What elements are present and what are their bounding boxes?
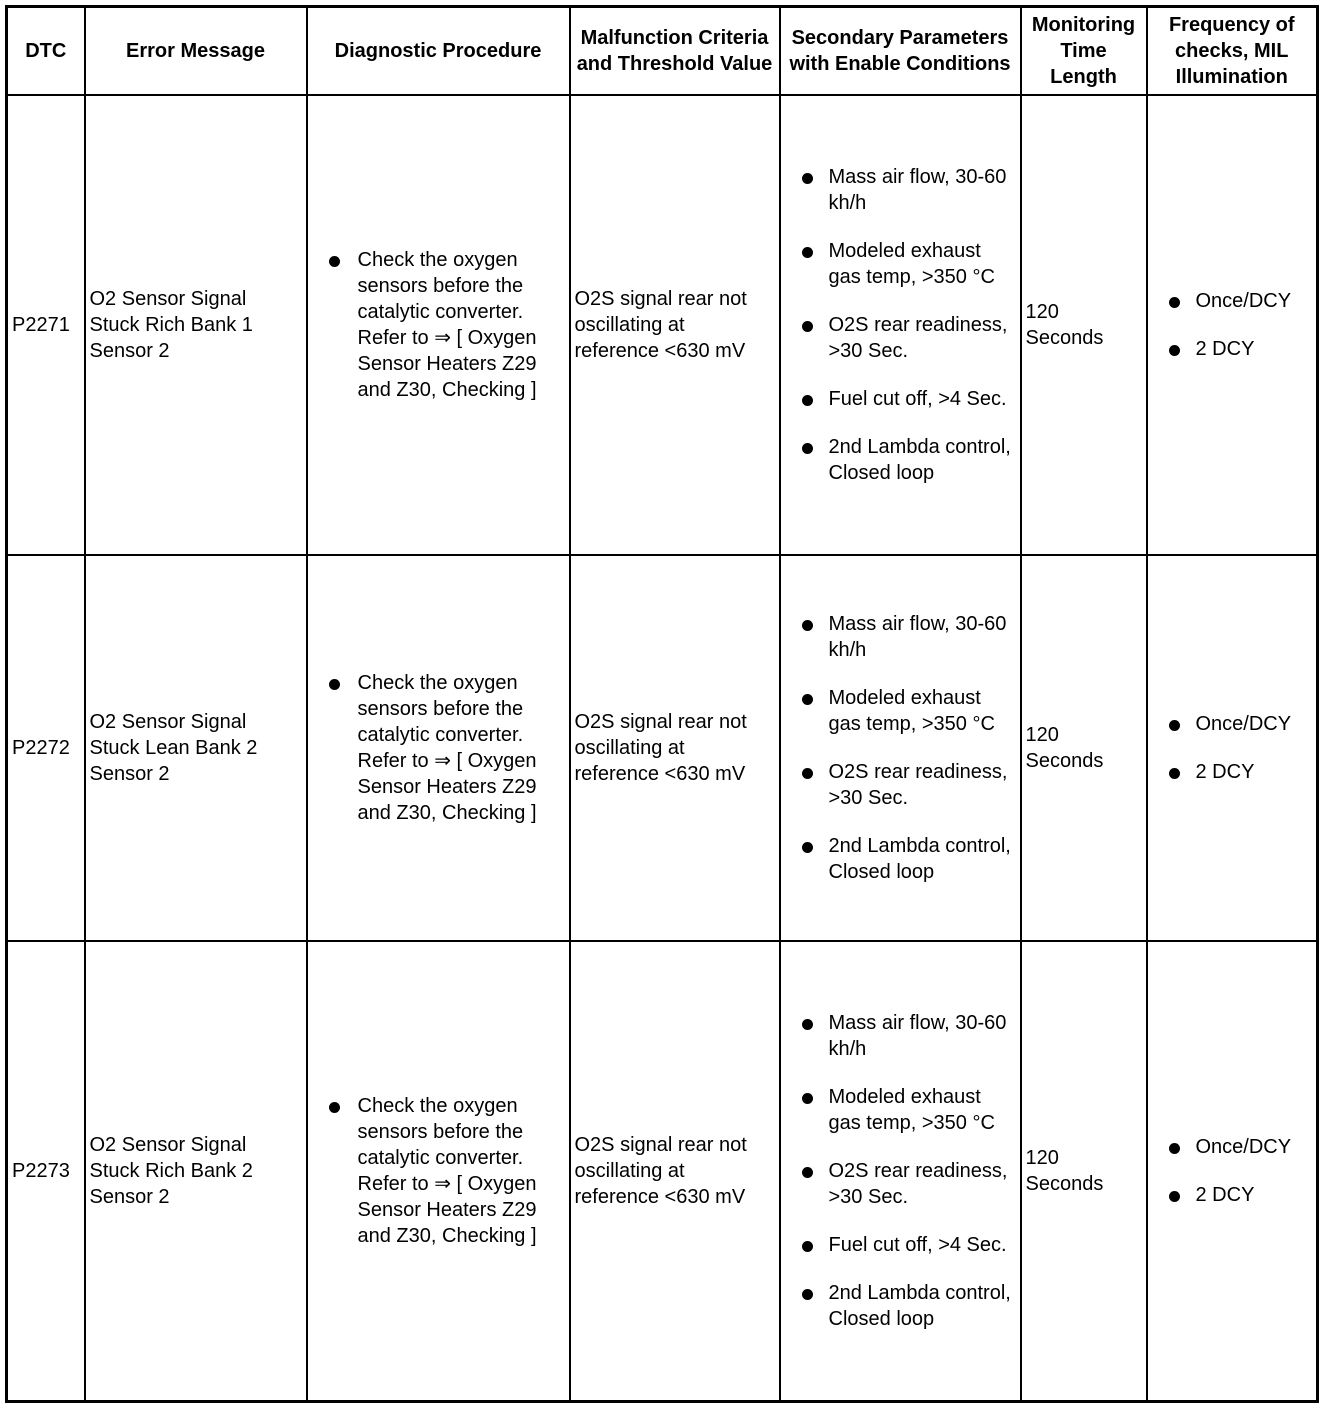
secondary-parameters <box>780 555 1021 941</box>
procedure-item <box>312 247 565 403</box>
secondary-item <box>785 238 1016 290</box>
procedure-text: Check the oxygen sensors before the catalytic converter. Refer to ⇒ [ Oxygen Sensor Heaters Z29 and Z30, Checking ] <box>357 671 537 824</box>
monitoring-time: 120 Seconds <box>1021 941 1147 1402</box>
bullet-icon <box>329 679 340 690</box>
header-monitoring-time: Monitoring Time Length <box>1021 7 1147 96</box>
bullet-icon <box>1169 1143 1180 1154</box>
header-diagnostic-procedure: Diagnostic Procedure <box>307 7 570 96</box>
frequency-text: Once/DCY <box>1195 712 1292 735</box>
frequency-item <box>1152 759 1313 785</box>
dtc-code: P2272 <box>7 555 85 941</box>
frequency <box>1147 95 1318 555</box>
secondary-parameters <box>780 95 1021 555</box>
secondary-item <box>785 1010 1016 1062</box>
header-secondary-parameters: Secondary Parameters with Enable Conditions <box>780 7 1021 96</box>
frequency-item <box>1152 1134 1313 1160</box>
frequency-item <box>1152 288 1313 314</box>
monitoring-time: 120 Seconds <box>1021 555 1147 941</box>
bullet-icon <box>1169 297 1180 308</box>
secondary-text: O2S rear readiness, >30 Sec. <box>828 1159 1008 1208</box>
secondary-text: O2S rear readiness, >30 Sec. <box>828 760 1008 809</box>
bullet-icon <box>802 842 813 853</box>
dtc-code: P2271 <box>7 95 85 555</box>
bullet-icon <box>802 1241 813 1252</box>
error-message: O2 Sensor Signal Stuck Rich Bank 1 Sensor 2 <box>85 95 307 555</box>
header-malfunction-criteria: Malfunction Criteria and Threshold Value <box>570 7 780 96</box>
bullet-icon <box>802 1289 813 1300</box>
dtc-code: P2273 <box>7 941 85 1402</box>
frequency-text: 2 DCY <box>1195 338 1255 361</box>
bullet-icon <box>1169 1191 1180 1202</box>
bullet-icon <box>802 768 813 779</box>
secondary-item <box>785 434 1016 486</box>
frequency-text: 2 DCY <box>1195 760 1255 783</box>
secondary-item <box>785 312 1016 364</box>
secondary-item <box>785 1084 1016 1136</box>
frequency-text: 2 DCY <box>1195 1183 1255 1206</box>
secondary-text: Modeled exhaust gas temp, >350 °C <box>828 686 995 735</box>
secondary-item <box>785 1232 1016 1258</box>
bullet-icon <box>802 1167 813 1178</box>
bullet-icon <box>802 694 813 705</box>
secondary-text: Mass air flow, 30-60 kh/h <box>828 166 1007 215</box>
malfunction-criteria: O2S signal rear not oscillating at reference <630 mV <box>570 95 780 555</box>
bullet-icon <box>1169 345 1180 356</box>
procedure-text: Check the oxygen sensors before the catalytic converter. Refer to ⇒ [ Oxygen Sensor Heaters Z29 and Z30, Checking ] <box>357 1094 537 1247</box>
frequency-text: Once/DCY <box>1195 290 1292 313</box>
bullet-icon <box>802 321 813 332</box>
header-error-message: Error Message <box>85 7 307 96</box>
table-row <box>7 555 1318 941</box>
secondary-item <box>785 611 1016 663</box>
monitoring-time: 120 Seconds <box>1021 95 1147 555</box>
secondary-text: Fuel cut off, >4 Sec. <box>828 388 1007 411</box>
procedure-item <box>312 1093 565 1249</box>
header-frequency: Frequency of checks, MIL Illumination <box>1147 7 1318 96</box>
malfunction-criteria: O2S signal rear not oscillating at reference <630 mV <box>570 941 780 1402</box>
frequency-item <box>1152 1182 1313 1208</box>
diagnostic-procedure <box>307 95 570 555</box>
secondary-item <box>785 1158 1016 1210</box>
diagnostic-procedure <box>307 555 570 941</box>
secondary-text: Modeled exhaust gas temp, >350 °C <box>828 240 995 289</box>
bullet-icon <box>1169 720 1180 731</box>
bullet-icon <box>329 256 340 267</box>
bullet-icon <box>802 1093 813 1104</box>
table-row <box>7 941 1318 1402</box>
malfunction-criteria: O2S signal rear not oscillating at reference <630 mV <box>570 555 780 941</box>
secondary-item <box>785 759 1016 811</box>
frequency <box>1147 555 1318 941</box>
bullet-icon <box>802 620 813 631</box>
secondary-parameters <box>780 941 1021 1402</box>
bullet-icon <box>802 247 813 258</box>
dtc-table <box>5 5 1319 1403</box>
header-row <box>7 7 1318 96</box>
secondary-item <box>785 833 1016 885</box>
frequency-item <box>1152 711 1313 737</box>
secondary-item <box>785 164 1016 216</box>
secondary-text: Mass air flow, 30-60 kh/h <box>828 612 1007 661</box>
bullet-icon <box>1169 768 1180 779</box>
secondary-text: Mass air flow, 30-60 kh/h <box>828 1011 1007 1060</box>
secondary-text: 2nd Lambda control, Closed loop <box>828 1281 1011 1330</box>
diagnostic-procedure <box>307 941 570 1402</box>
secondary-item <box>785 1280 1016 1332</box>
secondary-item <box>785 685 1016 737</box>
secondary-text: 2nd Lambda control, Closed loop <box>828 834 1011 883</box>
error-message: O2 Sensor Signal Stuck Lean Bank 2 Sensor 2 <box>85 555 307 941</box>
secondary-text: Modeled exhaust gas temp, >350 °C <box>828 1085 995 1134</box>
bullet-icon <box>802 443 813 454</box>
secondary-text: O2S rear readiness, >30 Sec. <box>828 314 1008 363</box>
procedure-item <box>312 670 565 826</box>
table-row <box>7 95 1318 555</box>
error-message: O2 Sensor Signal Stuck Rich Bank 2 Sensor 2 <box>85 941 307 1402</box>
bullet-icon <box>802 173 813 184</box>
frequency-item <box>1152 336 1313 362</box>
frequency-text: Once/DCY <box>1195 1135 1292 1158</box>
bullet-icon <box>802 1019 813 1030</box>
procedure-text: Check the oxygen sensors before the catalytic converter. Refer to ⇒ [ Oxygen Sensor Heaters Z29 and Z30, Checking ] <box>357 249 537 402</box>
secondary-text: Fuel cut off, >4 Sec. <box>828 1233 1007 1256</box>
header-dtc: DTC <box>7 7 85 96</box>
frequency <box>1147 941 1318 1402</box>
bullet-icon <box>329 1102 340 1113</box>
bullet-icon <box>802 395 813 406</box>
secondary-text: 2nd Lambda control, Closed loop <box>828 436 1011 485</box>
secondary-item <box>785 386 1016 412</box>
